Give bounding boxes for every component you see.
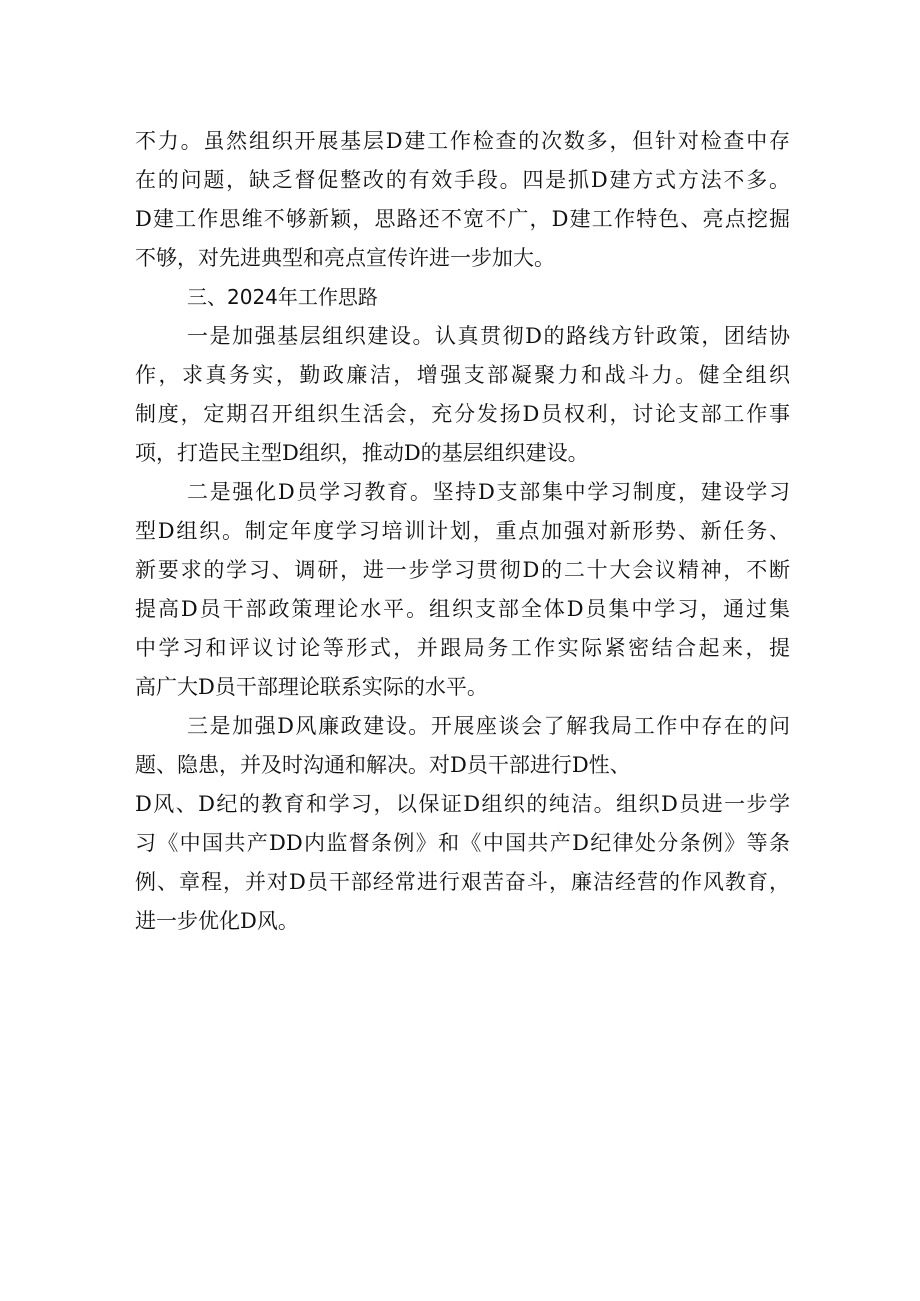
text-line: 习《中国共产DD内监督条例》和《中国共产D纪律处分条例》等条 bbox=[135, 831, 790, 855]
section-heading bbox=[135, 278, 790, 317]
text-line: 制度，定期召开组织生活会，充分发扬D员权利，讨论支部工作事 bbox=[135, 402, 790, 426]
text-line: 中学习和评议讨论等形式，并跟局务工作实际紧密结合起来，提 bbox=[135, 636, 790, 660]
text-line: 型D组织。制定年度学习培训计划，重点加强对新形势、新任务、 bbox=[135, 519, 790, 543]
text-line: 题、隐患，并及时沟通和解决。对D员干部进行D性、 bbox=[135, 753, 631, 777]
text-line: 项，打造民主型D组织，推动D的基层组织建设。 bbox=[135, 441, 589, 465]
text-line: 二是强化D员学习教育。坚持D支部集中学习制度，建设学习 bbox=[187, 480, 790, 504]
text-line: 高广大D员干部理论联系实际的水平。 bbox=[135, 675, 488, 699]
text-line: 例、章程，并对D员干部经常进行艰苦奋斗，廉洁经营的作风教育， bbox=[135, 870, 790, 894]
document-page bbox=[135, 122, 790, 941]
para-organization-building bbox=[135, 317, 790, 473]
text-line: D风、D纪的教育和学习，以保证D组织的纯洁。组织D员进一步学 bbox=[135, 792, 790, 816]
text-line: 不够，对先进典型和亮点宣传许进一步加大。 bbox=[135, 246, 555, 270]
text-line: 新要求的学习、调研，进一步学习贯彻D的二十大会议精神，不断 bbox=[135, 558, 790, 582]
para-shortcomings-continued bbox=[135, 122, 790, 278]
para-integrity-building bbox=[135, 707, 790, 941]
heading-text: 三、2024年工作思路 bbox=[187, 285, 378, 309]
text-line: D建工作思维不够新颖，思路还不宽不广，D建工作特色、亮点挖掘 bbox=[135, 207, 790, 231]
text-line: 不力。虽然组织开展基层D建工作检查的次数多，但针对检查中存 bbox=[135, 129, 790, 153]
text-line: 一是加强基层组织建设。认真贯彻D的路线方针政策，团结协 bbox=[187, 324, 790, 348]
text-line: 提高D员干部政策理论水平。组织支部全体D员集中学习，通过集 bbox=[135, 597, 790, 621]
text-line: 进一步优化D风。 bbox=[135, 909, 299, 933]
para-study-education bbox=[135, 473, 790, 707]
text-line: 三是加强D风廉政建设。开展座谈会了解我局工作中存在的问 bbox=[187, 714, 790, 738]
text-line: 作，求真务实，勤政廉洁，增强支部凝聚力和战斗力。健全组织 bbox=[135, 363, 790, 387]
text-line: 在的问题，缺乏督促整改的有效手段。四是抓D建方式方法不多。 bbox=[135, 168, 790, 192]
